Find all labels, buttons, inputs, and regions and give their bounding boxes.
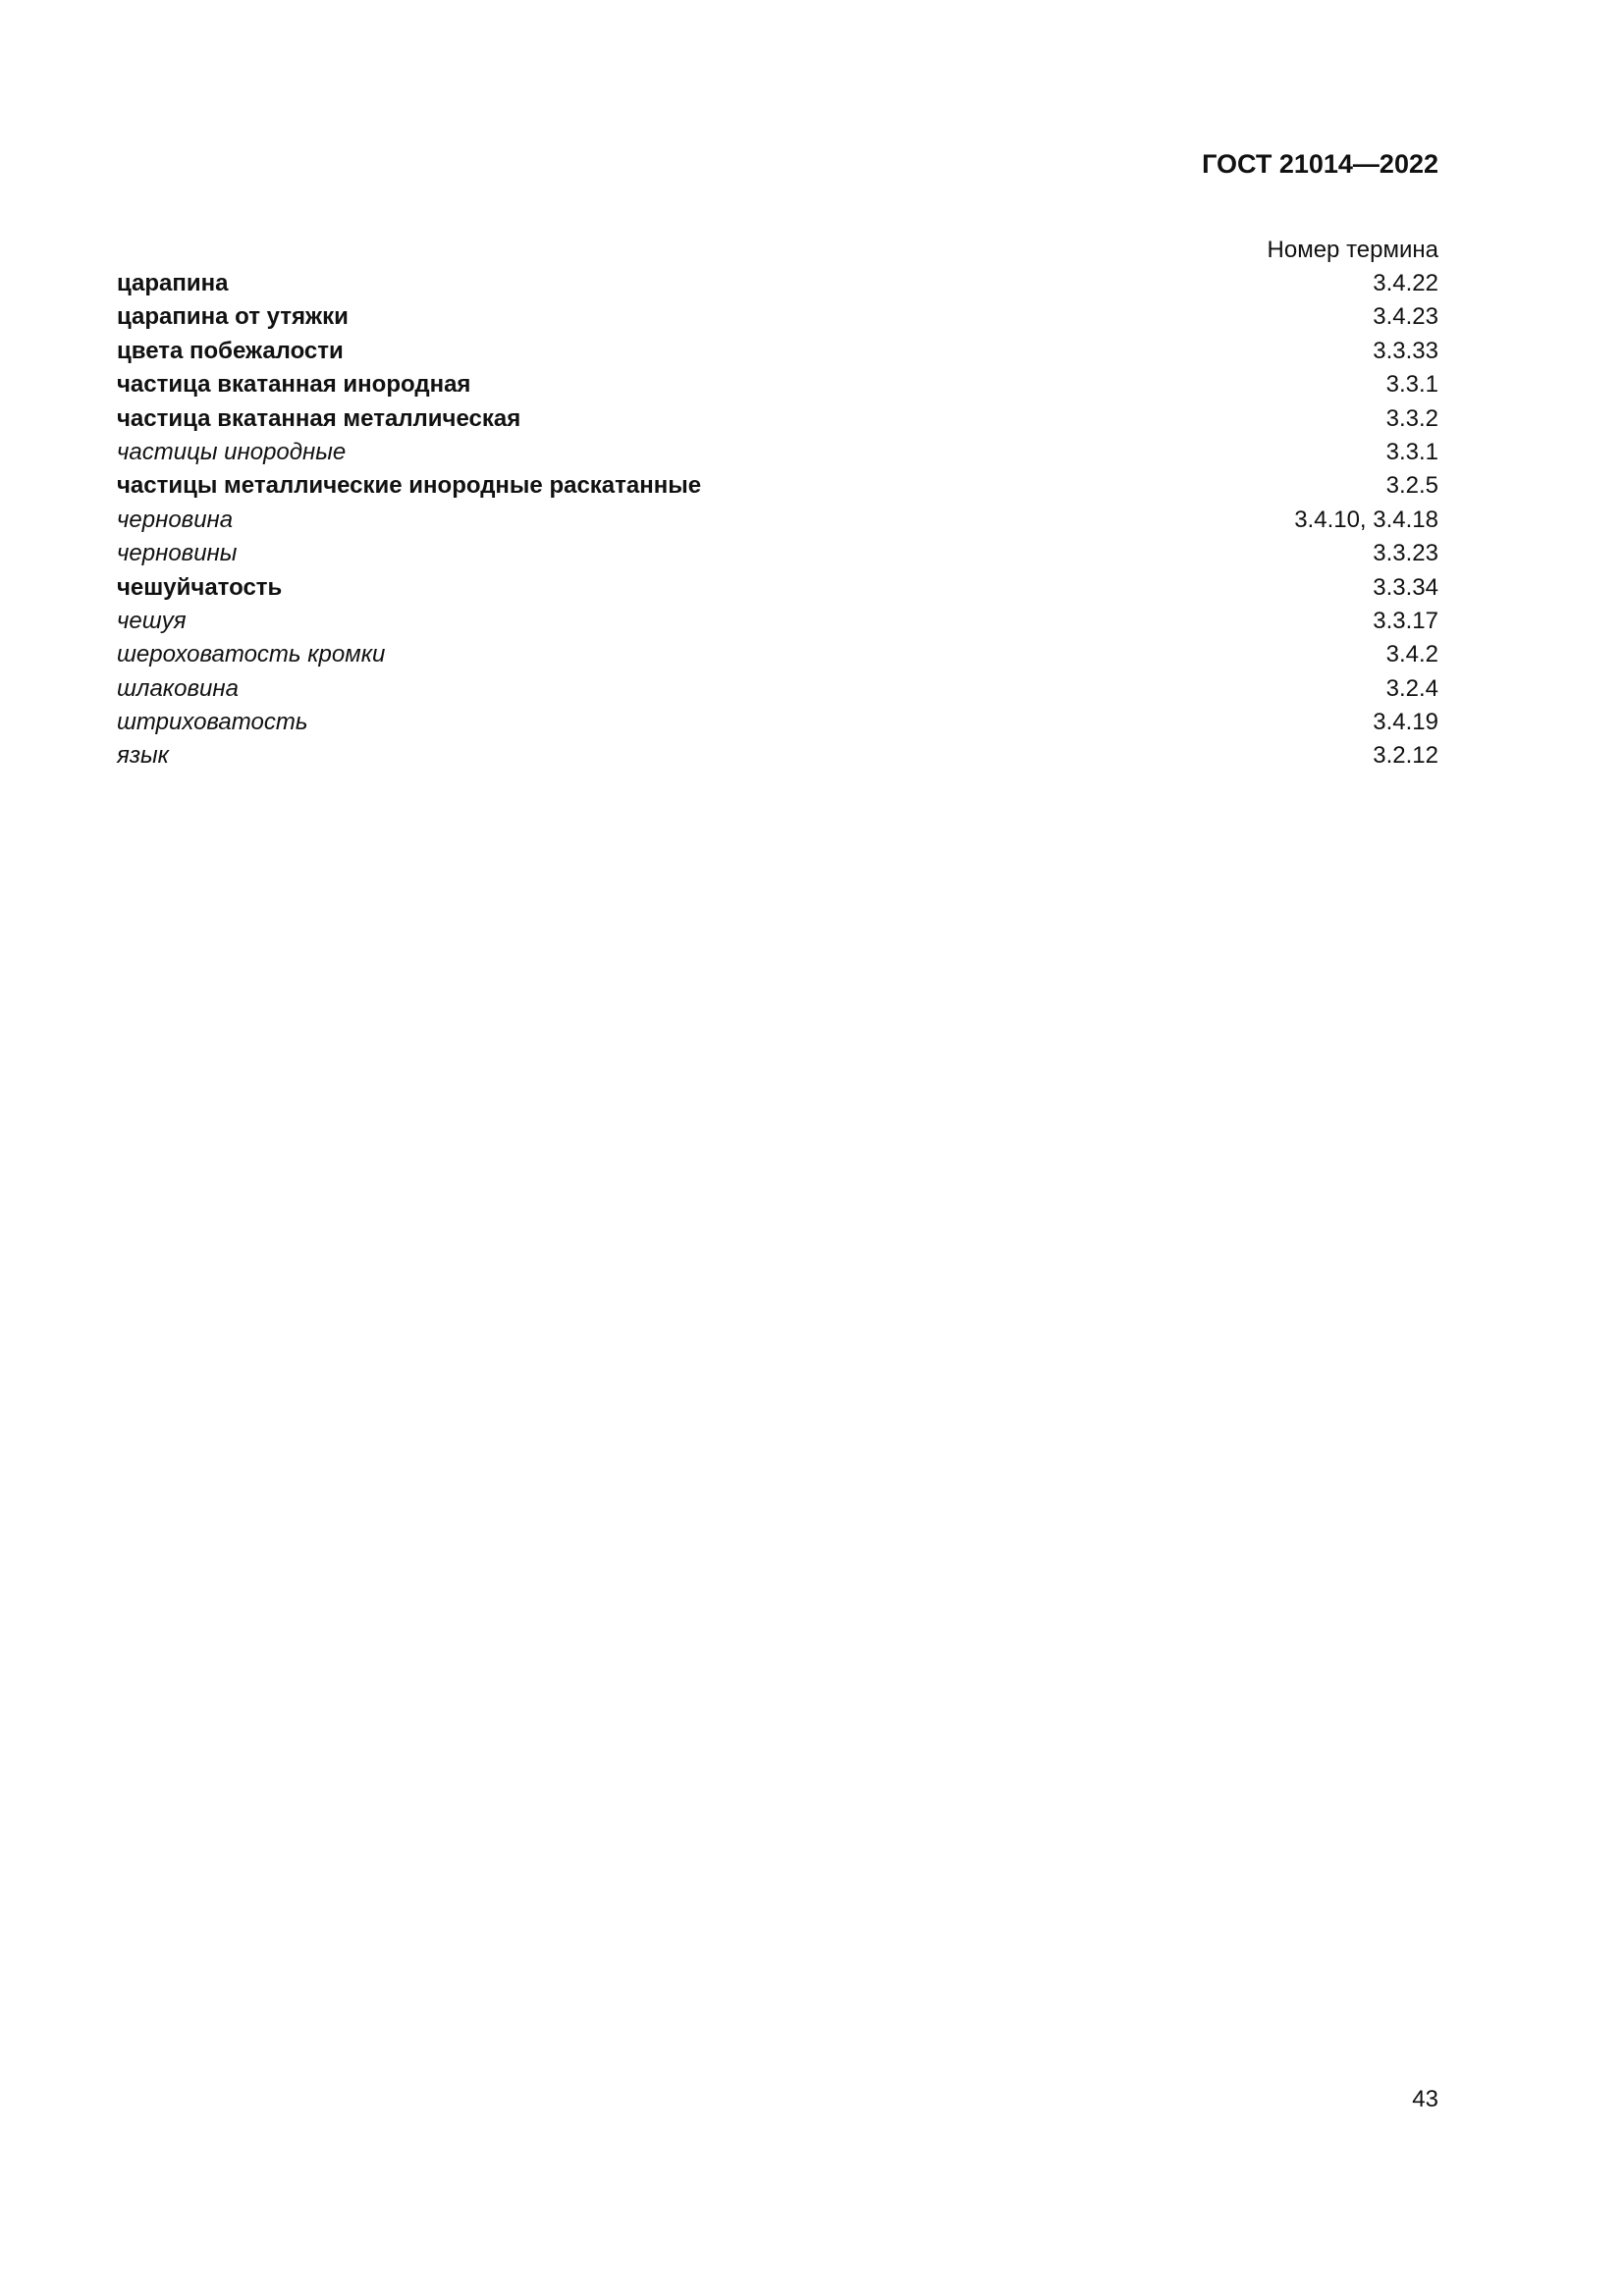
index-row [117,300,1438,334]
index-term-number: 3.2.5 [1385,472,1438,500]
index-term: частица вкатанная металлическая [117,404,521,432]
index-row [117,267,1438,300]
index-term-number: 3.4.19 [1373,709,1438,736]
index-row [117,436,1438,469]
index-row [117,402,1438,436]
index-term-number: 3.3.34 [1373,573,1438,601]
index-row [117,605,1438,638]
index-row [117,739,1438,773]
term-index [117,234,1438,774]
index-term: штриховатость [117,709,308,736]
index-term-number: 3.4.10, 3.4.18 [1294,506,1438,533]
index-term-number: 3.2.12 [1373,742,1438,770]
index-term-number: 3.3.33 [1373,337,1438,364]
page-number: 43 [1412,2086,1438,2112]
index-term: цвета побежалости [117,337,344,364]
index-row [117,469,1438,503]
index-term: царапина от утяжки [117,303,349,331]
index-term: чешуйчатость [117,573,283,601]
index-term-number: 3.3.23 [1373,540,1438,567]
index-term: частицы инородные [117,438,347,465]
index-term-number: 3.2.4 [1385,674,1438,702]
index-term: черновина [117,506,234,533]
index-term: чешуя [117,607,187,634]
index-row [117,672,1438,706]
index-term: шероховатость кромки [117,641,386,668]
index-term-number: 3.3.2 [1385,404,1438,432]
index-row [117,335,1438,368]
index-row [117,368,1438,401]
index-row [117,571,1438,605]
index-term: черновины [117,540,238,567]
index-term: царапина [117,270,229,296]
index-term-number: 3.3.1 [1385,371,1438,399]
index-row [117,706,1438,739]
index-term-number: 3.3.1 [1385,438,1438,465]
index-term: частицы металлические инородные раскатанные [117,472,702,500]
index-row [117,638,1438,671]
index-row [117,504,1438,537]
index-term: шлаковина [117,674,239,702]
index-term-number: 3.3.17 [1373,607,1438,634]
index-term-number: 3.4.22 [1373,270,1438,296]
index-term: язык [117,742,169,770]
index-row [117,537,1438,570]
document-code: ГОСТ 21014—2022 [1202,149,1438,179]
index-term-number: 3.4.2 [1385,641,1438,668]
term-index-rows [117,267,1438,774]
index-term: частица вкатанная инородная [117,371,471,399]
index-term-number: 3.4.23 [1373,303,1438,331]
term-number-column-header: Номер термина [1267,237,1438,263]
